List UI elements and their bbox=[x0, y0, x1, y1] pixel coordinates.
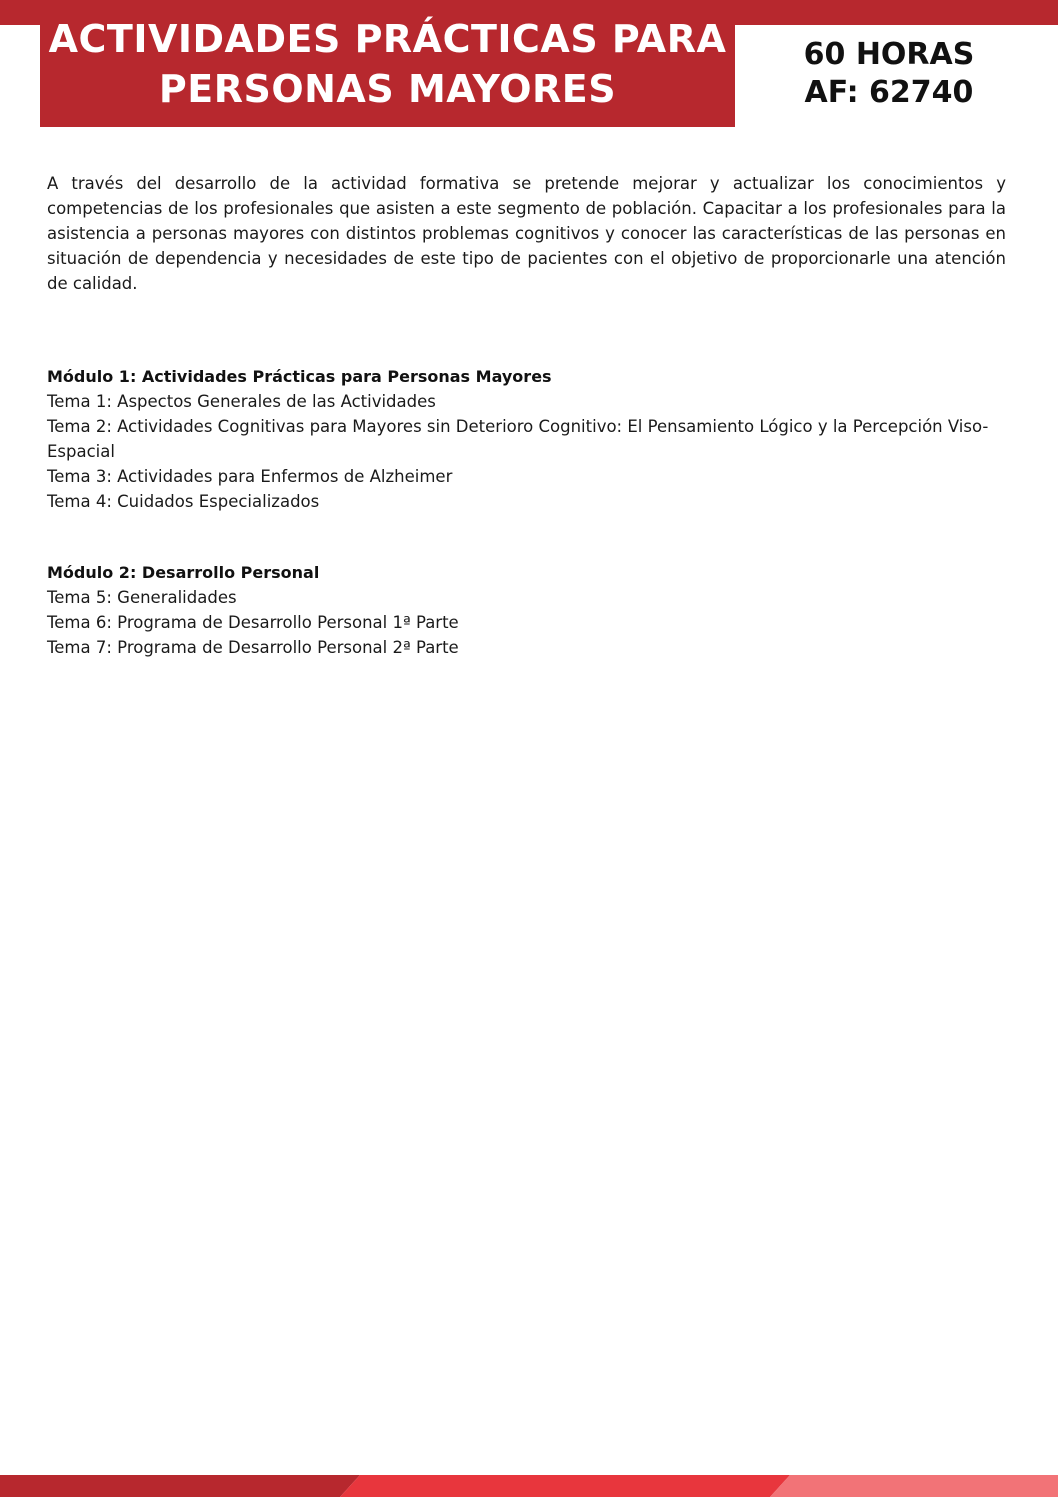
tema-item: Tema 6: Programa de Desarrollo Personal 1ª Parte bbox=[47, 613, 459, 632]
footer-segment-mid bbox=[340, 1475, 790, 1497]
tema-item: Tema 2: Actividades Cognitivas para Mayores sin Deterioro Cognitivo: El Pensamiento Lógico y la Percepción Viso-Espacial bbox=[47, 417, 989, 461]
course-info bbox=[760, 36, 1018, 112]
tema-item: Tema 4: Cuidados Especializados bbox=[47, 492, 320, 511]
module-title: Módulo 1: Actividades Prácticas para Personas Mayores bbox=[47, 367, 552, 386]
course-title-line-2: PERSONAS MAYORES bbox=[158, 66, 617, 111]
course-title-line-1: ACTIVIDADES PRÁCTICAS PARA bbox=[48, 16, 727, 61]
tema-item: Tema 3: Actividades para Enfermos de Alzheimer bbox=[47, 467, 453, 486]
footer-bar bbox=[0, 1475, 1058, 1497]
module-title: Módulo 2: Desarrollo Personal bbox=[47, 563, 320, 582]
tema-item: Tema 5: Generalidades bbox=[47, 588, 237, 607]
course-description: A través del desarrollo de la actividad formativa se pretende mejorar y actualizar los conocimientos y competencias de los profesionales que asisten a este segmento de población. Capacitar a los profesionales para la asistencia a personas mayores con distintos problemas cognitivos y conocer las características de las personas en situación de dependencia y necesidades de este tipo de pacientes con el objetivo de proporcionarle una atención de calidad. bbox=[47, 174, 1006, 293]
footer-segment-dark bbox=[0, 1475, 360, 1497]
tema-item: Tema 1: Aspectos Generales de las Actividades bbox=[47, 392, 436, 411]
tema-item: Tema 7: Programa de Desarrollo Personal 2ª Parte bbox=[47, 638, 459, 657]
footer-segment-light bbox=[770, 1475, 1058, 1497]
course-hours: 60 HORAS bbox=[803, 37, 975, 72]
module-2 bbox=[47, 560, 1007, 660]
module-1 bbox=[47, 364, 1007, 514]
course-af-code: AF: 62740 bbox=[804, 75, 974, 110]
title-banner bbox=[40, 0, 735, 127]
